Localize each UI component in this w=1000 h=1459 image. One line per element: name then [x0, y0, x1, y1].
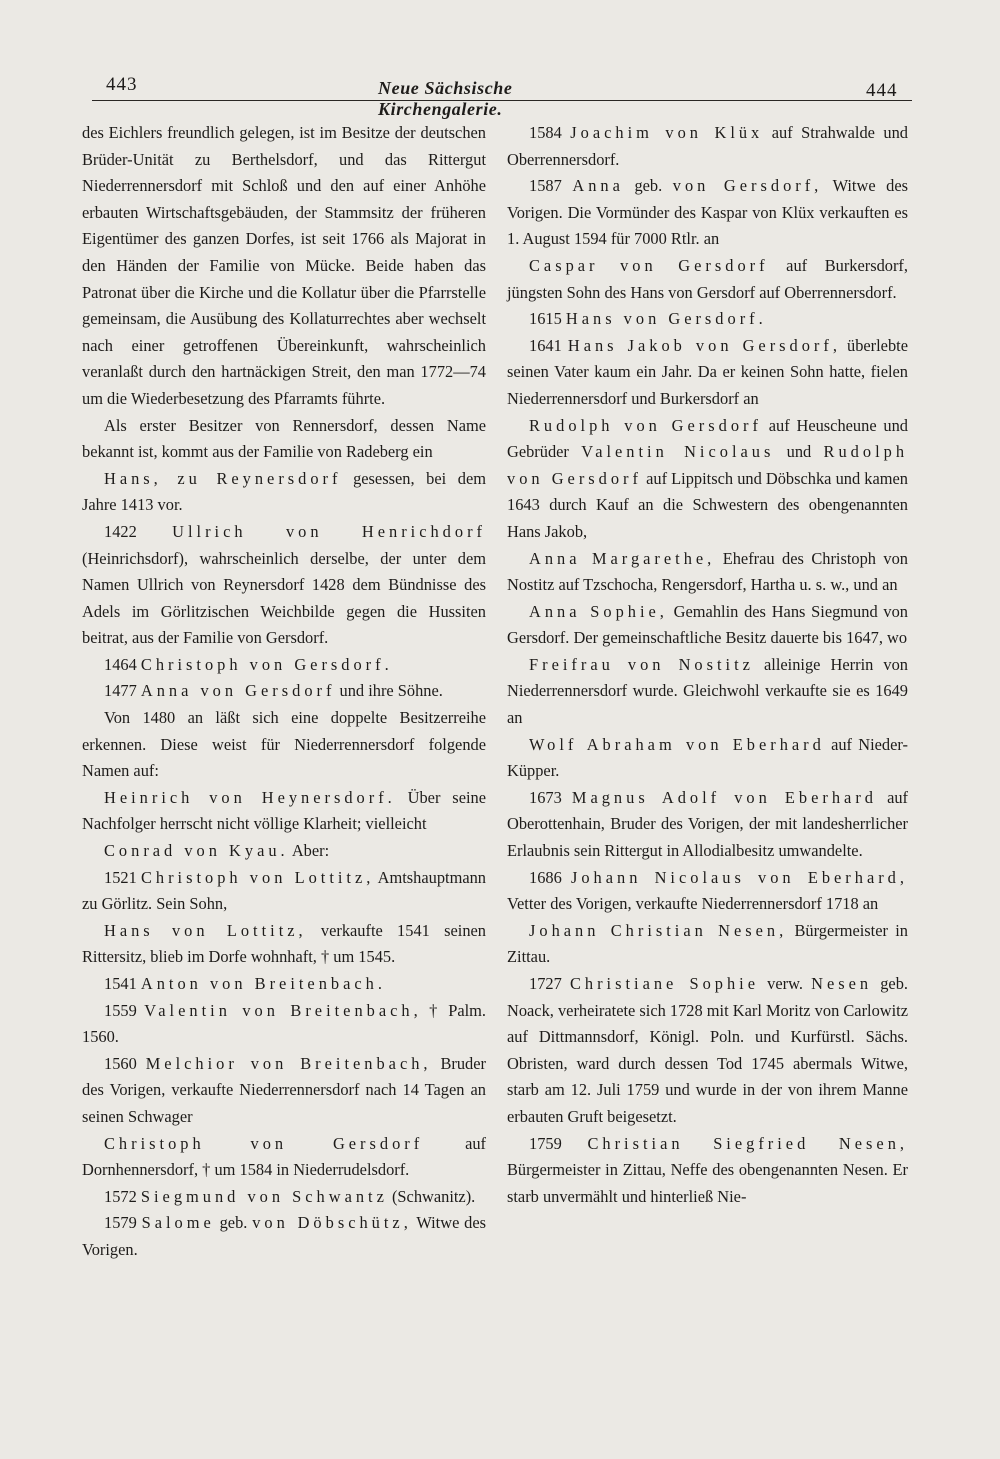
spaced-name: Freifrau von Nostitz [529, 654, 754, 674]
spaced-name: Christoph von Gersdorf. [140, 654, 393, 674]
page-number-right: 444 [866, 80, 898, 101]
paragraph [507, 173, 908, 253]
text-run: geb. Noack, verheiratete sich 1728 mit Karl Moritz von Carlowitz auf Dittmannsdorf, Königl. Poln. und Kurfürstl. Sächs. Obristen, ward durch dessen Tod 1745 abermals Witwe, starb am 12. Juli 1759 und wurde in der von ihrem Manne erbauten Gruft beigesetzt. [507, 974, 908, 1126]
text-run: auf Strahwalde und Oberrennersdorf. [507, 123, 908, 169]
text-run: 1673 [529, 787, 572, 807]
paragraph [507, 652, 908, 732]
text-run: 1572 [104, 1186, 141, 1206]
paragraph [82, 865, 486, 918]
text-run: auf Heuscheune und Gebrüder [507, 415, 908, 462]
paragraph [507, 546, 908, 599]
text-run: Von 1480 an läßt sich eine doppelte Besitzerreihe erkennen. Diese weist für Niederrennersdorf folgende Namen auf: [82, 708, 486, 781]
text-run: Witwe des Vorigen. [82, 1213, 487, 1259]
text-run: Bruder des Vorigen, verkaufte Niederrennersdorf nach 14 Tagen an seinen Schwager [82, 1053, 486, 1126]
text-run: (Heinrichsdorf), wahrscheinlich derselbe, der unter dem Namen Ullrich von Reynersdorf 1428 dem Bündnisse des Adels im Görlitzischen Weichbilde gegen die Hussiten beitrat, aus der Familie von Gersdorf. [82, 548, 486, 648]
paragraph [82, 652, 486, 679]
spaced-name: Anna von Gersdorf [140, 681, 336, 701]
text-run: 1615 [529, 309, 566, 329]
spaced-name: Conrad von Kyau. [104, 841, 289, 861]
spaced-name: von Döbschütz, [252, 1213, 412, 1233]
spaced-name: Christian Siegfried Nesen, [587, 1133, 908, 1153]
paragraph [82, 1051, 486, 1131]
paragraph [82, 838, 486, 865]
spaced-name: Christoph von Lottitz, [140, 867, 375, 887]
spaced-name: Hans von Lottitz, [104, 920, 307, 940]
page-number-left: 443 [106, 74, 138, 95]
text-run: Bürgermeister in Zittau, Neffe des obengenannten Nesen. Er starb unvermählt und hinterließ Nie- [507, 1160, 908, 1206]
text-run: Vetter des Vorigen, verkaufte Niederrennersdorf 1718 an [507, 894, 879, 914]
text-run: 1641 [529, 335, 568, 355]
text-run: † Palm. 1560. [82, 1000, 487, 1047]
paragraph [507, 333, 908, 413]
right-column [507, 120, 908, 1210]
paragraph [82, 1184, 486, 1211]
running-header [0, 70, 1000, 119]
paragraph [507, 1131, 908, 1211]
text-run: Witwe des Vorigen. Die Vormünder des Kaspar von Klüx verkauften es 1. August 1594 für 7000 Rtlr. an [507, 176, 909, 249]
text-run: gesessen, bei dem Jahre 1413 vor. [82, 468, 486, 515]
paragraph [507, 971, 908, 1131]
text-run: überlebte seinen Vater kaum ein Jahr. Da er keinen Sohn hatte, fielen Niederrennersdorf und Burkersdorf an [507, 335, 908, 408]
text-run: 1759 [529, 1133, 588, 1153]
paragraph [507, 918, 908, 971]
paragraph [82, 705, 486, 785]
text-run: Als erster Besitzer von Rennersdorf, dessen Name bekannt ist, kommt aus der Familie von Radeberg ein [82, 415, 486, 462]
spaced-name: Heinrich von Heynersdorf. [104, 787, 396, 807]
spaced-name: Caspar von Gersdorf [529, 255, 769, 275]
paragraph [507, 732, 908, 785]
text-run: auf Nieder-Küpper. [507, 734, 908, 781]
text-run: (Schwanitz). [387, 1186, 476, 1206]
text-run: Ehefrau des Christoph von Nostitz auf Tzschocha, Rengersdorf, Hartha u. s. w., und an [507, 548, 908, 595]
text-run: Über seine Nachfolger herrscht nicht völlige Klarheit; vielleicht [82, 787, 486, 834]
text-run: Gemahlin des Hans Siegmund von Gersdorf. Der gemeinschaftliche Besitz dauerte bis 1647, wo [507, 601, 908, 648]
paragraph [82, 466, 486, 519]
text-run: 1464 [104, 654, 141, 674]
spaced-name: Salome [141, 1213, 215, 1233]
paragraph [507, 120, 908, 173]
text-run: 1587 [529, 176, 573, 196]
running-title: Neue Sächsische Kirchengalerie. [378, 78, 513, 119]
spaced-name: Ullrich von Henrichdorf [172, 521, 486, 541]
text-run: 1560 [104, 1053, 146, 1073]
paragraph [507, 599, 908, 652]
spaced-name: Christiane Sophie [569, 974, 759, 993]
header-rule [92, 100, 912, 101]
paragraph [82, 1210, 486, 1263]
spaced-name: Anna Margarethe, [529, 548, 716, 568]
spaced-name: Anna [572, 176, 624, 196]
text-run: 1541 [104, 974, 141, 993]
text-run: 1422 [104, 521, 173, 541]
spaced-name: Johann Nicolaus von Eberhard, [570, 867, 908, 887]
paragraph [82, 678, 486, 705]
text-run: auf Lippitsch und Döbschka und kamen 1643 durch Kauf an die Schwestern des obengenannten Hans Jakob, [507, 468, 908, 541]
text-run: 1521 [104, 867, 141, 887]
paragraph [82, 1131, 486, 1184]
spaced-name: Hans Jakob von Gersdorf, [567, 335, 841, 355]
text-run: 1727 [529, 974, 570, 993]
text-run: Amtshauptmann zu Görlitz. Sein Sohn, [82, 867, 486, 914]
paragraph [507, 865, 908, 918]
text-run: alleinige Herrin von Niederrennersdorf wurde. Gleichwohl verkaufte sie es 1649 an [507, 654, 908, 728]
text-run: 1584 [529, 123, 571, 142]
text-run: 1579 [104, 1213, 142, 1233]
paragraph [82, 785, 486, 838]
paragraph [507, 785, 908, 865]
paragraph [82, 120, 486, 413]
paragraph [82, 998, 486, 1051]
text-run: und ihre Söhne. [335, 681, 443, 701]
text-run: verkaufte 1541 seinen Rittersitz, blieb im Dorfe wohnhaft, † um 1545. [82, 920, 486, 967]
spaced-name: Rudolph von Gersdorf [507, 442, 909, 488]
paragraph [82, 918, 486, 971]
spaced-name: Anna Sophie, [529, 601, 668, 621]
spaced-name: Nesen [811, 974, 873, 993]
spaced-name: Valentin von Breitenbach, [144, 1000, 422, 1020]
spaced-name: Melchior von Breitenbach, [145, 1053, 432, 1073]
text-run: geb. [623, 176, 673, 196]
text-run: 1477 [104, 681, 141, 701]
paragraph [507, 413, 908, 546]
text-run: 1559 [104, 1000, 145, 1020]
left-column [82, 120, 486, 1264]
spaced-name: Hans von Gersdorf. [565, 309, 767, 329]
spaced-name: Rudolph von Gersdorf [529, 415, 762, 435]
text-run: und [774, 442, 824, 462]
text-run: 1686 [529, 867, 571, 887]
spaced-name: Joachim von Klüx [570, 123, 764, 142]
spaced-name: Anton von Breitenbach. [140, 974, 386, 993]
text-run: geb. [214, 1213, 253, 1233]
paragraph [82, 519, 486, 652]
text-run: auf Dornhennersdorf, † um 1584 in Niederrudelsdorf. [82, 1133, 487, 1180]
spaced-name: Hans, zu Reynersdorf [104, 468, 342, 488]
text-run: Aber: [288, 841, 330, 861]
spaced-name: von Gersdorf, [672, 176, 823, 196]
paragraph [82, 971, 486, 998]
text-run: Bürgermeister in Zittau. [507, 920, 908, 967]
paragraph [507, 306, 908, 333]
text-run: des Eichlers freundlich gelegen, ist im Besitze der deutschen Brüder-Unität zu Berthelsdorf, und das Rittergut Niederrennersdorf mit Schloß und den auf einer Anhöhe erbauten Wirtschaftsgebäuden, der Stammsitz der früheren Eigentümer des ganzen Dorfes, ist seit 1766 als Majorat in den Händen der Familie von Mücke. Beide haben das Patronat über die Kirche und die Kollatur über die Pfarrstelle gemeinsam, die Ausübung des Kollaturrechtes aber wechselt nach einer getroffenen Übereinkunft, wahrscheinlich veranlaßt durch den hartnäckigen Streit, den man 1772—74 um die Wiederbesetzung des Pfarramts führte. [82, 123, 486, 408]
spaced-name: Wolf Abraham von Eberhard [529, 734, 825, 754]
paragraph [82, 413, 486, 466]
text-run: auf Oberottenhain, Bruder des Vorigen, der mit landesherrlicher Erlaubnis sein Rittergut in Allodialbesitz umwandelte. [507, 787, 909, 861]
spaced-name: Siegmund von Schwantz [140, 1186, 388, 1206]
spaced-name: Valentin Nicolaus [581, 442, 775, 462]
paragraph [507, 253, 908, 306]
text-run: auf Burkersdorf, jüngsten Sohn des Hans von Gersdorf auf Oberrennersdorf. [507, 255, 908, 302]
spaced-name: Magnus Adolf von Eberhard [571, 787, 877, 807]
text-run: verw. [759, 974, 812, 993]
spaced-name: Johann Christian Nesen, [529, 920, 788, 940]
spaced-name: Christoph von Gersdorf [104, 1133, 424, 1153]
